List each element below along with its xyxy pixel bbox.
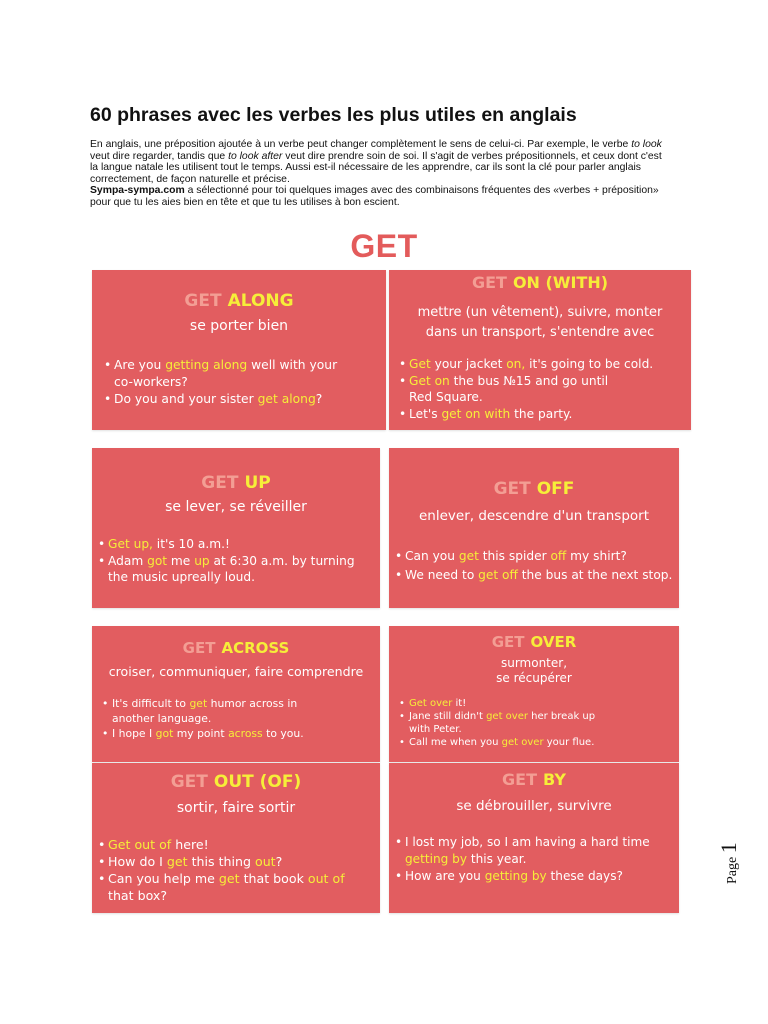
card-title: GET OVER xyxy=(491,633,577,651)
example-list xyxy=(399,356,653,422)
example-list xyxy=(399,697,595,749)
card-title: GET ALONG xyxy=(184,291,294,311)
example-sentence: • Are you getting along well with your co-workers? xyxy=(104,357,337,391)
card-meaning: se lever, se réveiller xyxy=(165,499,307,515)
example-sentence: • I lost my job, so I am having a hard time getting by this year. xyxy=(395,834,650,868)
card-meaning: sortir, faire sortir xyxy=(176,800,296,816)
example-sentence: • How are you getting by these days? xyxy=(395,868,650,885)
section-heading: GET xyxy=(350,228,418,264)
card-get-by xyxy=(389,763,679,913)
example-sentence: • Get on the bus №15 and go until Red Square. xyxy=(399,373,653,406)
card-get-up xyxy=(92,448,380,608)
example-list xyxy=(395,834,650,885)
brand-name: Sympa-sympa.com xyxy=(90,185,185,197)
example-sentence: • Let's get on with the party. xyxy=(399,406,653,423)
page-number: Page 1 xyxy=(716,842,741,884)
card-title: GET BY xyxy=(502,770,566,789)
example-sentence: • Get your jacket on, it's going to be cold. xyxy=(399,356,653,373)
card-get-over xyxy=(389,626,679,762)
example-list xyxy=(98,836,345,904)
card-get-on-with xyxy=(389,270,691,430)
card-meaning: surmonter, se récupérer xyxy=(496,656,572,685)
example-sentence: • Jane still didn't get over her break up with Peter. xyxy=(399,710,595,736)
intro-paragraph: En anglais, une préposition ajoutée à un verbe peut changer complètement le sens de celui-ci. Par exemple, le verbe to look veut dire regarder, tandis que to look after veut dire prendre soin de soi. Il s'agit de verbes prépositionnels, et ceux dont c'est la langue natale les utilisent tout le temps. Aussi est-il nécessaire de les apprendre, car ils sont la clé pour parler anglais correctement, de façon naturelle et précise. Sympa-sympa.com a sélectionné pour toi quelques images avec des combinaisons fréquentes des «verbes + préposition» pour que tu les aies bien en tête et que tu les utilises à bon escient. xyxy=(90,139,662,208)
card-meaning: se débrouiller, survivre xyxy=(456,798,612,814)
example-sentence: • Can you help me get that book out of that box? xyxy=(98,870,345,904)
card-get-off xyxy=(389,448,679,608)
example-sentence: • Get out of here! xyxy=(98,836,345,853)
card-title: GET OUT (OF) xyxy=(170,772,302,792)
card-meaning: croiser, communiquer, faire comprendre xyxy=(108,664,364,679)
example-list xyxy=(102,696,304,741)
term-to-look: to look xyxy=(631,139,662,150)
document-title: 60 phrases avec les verbes les plus utiles en anglais xyxy=(90,104,577,126)
card-get-out-of xyxy=(92,763,380,913)
card-meaning: enlever, descendre d'un transport xyxy=(418,508,650,524)
term-to-look-after: to look after xyxy=(228,150,283,162)
card-get-along xyxy=(92,270,386,430)
example-list xyxy=(395,547,672,585)
card-title: GET ON (WITH) xyxy=(471,273,609,292)
card-meaning: mettre (un vêtement), suivre, monter dans un transport, s'entendre avec xyxy=(417,305,663,340)
example-sentence: • Can you get this spider off my shirt? xyxy=(395,547,672,566)
example-sentence: • Get over it! xyxy=(399,697,595,710)
card-title: GET ACROSS xyxy=(182,639,290,657)
card-meaning: se porter bien xyxy=(189,318,289,334)
card-title: GET OFF xyxy=(493,479,575,499)
example-sentence: • It's difficult to get humor across in another language. xyxy=(102,696,304,726)
example-sentence: • Adam got me up at 6:30 a.m. by turning the music upreally loud. xyxy=(98,553,355,586)
card-title: GET UP xyxy=(201,473,271,493)
example-sentence: • I hope I got my point across to you. xyxy=(102,726,304,741)
example-sentence: • Do you and your sister get along? xyxy=(104,391,337,408)
example-sentence: • Call me when you get over your flue. xyxy=(399,736,595,749)
example-sentence: • Get up, it's 10 a.m.! xyxy=(98,536,355,553)
card-get-across xyxy=(92,626,380,762)
example-list xyxy=(98,536,355,586)
example-sentence: • How do I get this thing out? xyxy=(98,853,345,870)
example-list xyxy=(104,357,337,408)
example-sentence: • We need to get off the bus at the next stop. xyxy=(395,566,672,585)
